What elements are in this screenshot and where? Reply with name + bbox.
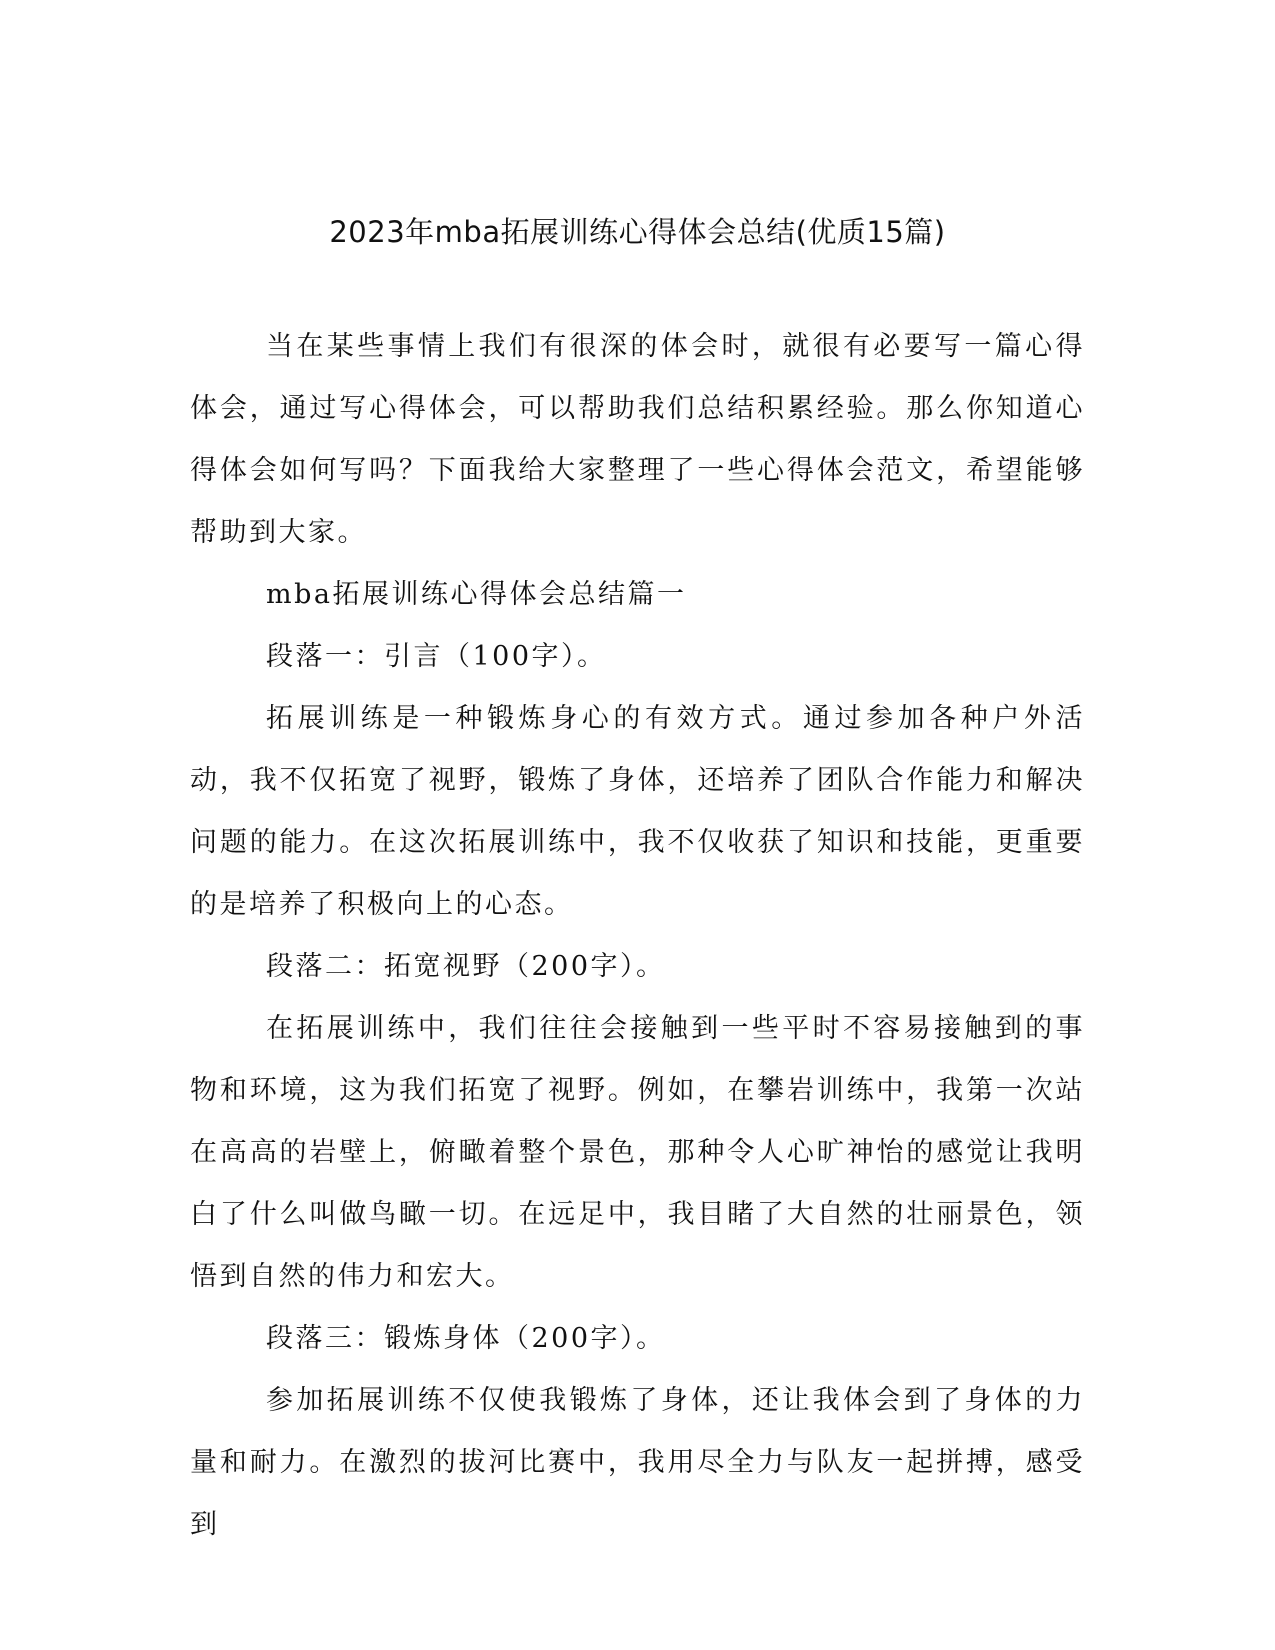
section-heading-part-one: mba拓展训练心得体会总结篇一 [266, 579, 687, 610]
intro-paragraph: 当在某些事情上我们有很深的体会时，就很有必要写一篇心得体会，通过写心得体会，可以帮助我们总结积累经验。那么你知道心得体会如何写吗？下面我给大家整理了一些心得体会范文，希望能够帮助到大家。 [190, 331, 1085, 548]
paragraph-two-heading: 段落二：拓宽视野（200字）。 [266, 951, 666, 982]
paragraph-three-heading: 段落三：锻炼身体（200字）。 [266, 1323, 666, 1354]
paragraph-one-heading: 段落一：引言（100字）。 [266, 641, 607, 672]
document-title: 2023年mba拓展训练心得体会总结(优质15篇) [329, 215, 946, 249]
paragraph-two-body: 在拓展训练中，我们往往会接触到一些平时不容易接触到的事物和环境，这为我们拓宽了视野。例如，在攀岩训练中，我第一次站在高高的岩壁上，俯瞰着整个景色，那种令人心旷神怡的感觉让我明白了什么叫做鸟瞰一切。在远足中，我目睹了大自然的壮丽景色，领悟到自然的伟力和宏大。 [190, 1013, 1085, 1292]
paragraph-one-body: 拓展训练是一种锻炼身心的有效方式。通过参加各种户外活动，我不仅拓宽了视野，锻炼了身体，还培养了团队合作能力和解决问题的能力。在这次拓展训练中，我不仅收获了知识和技能，更重要的是培养了积极向上的心态。 [190, 703, 1085, 920]
document-body [190, 316, 1085, 1556]
paragraph-three-body: 参加拓展训练不仅使我锻炼了身体，还让我体会到了身体的力量和耐力。在激烈的拔河比赛中，我用尽全力与队友一起拼搏，感受到 [190, 1385, 1085, 1540]
